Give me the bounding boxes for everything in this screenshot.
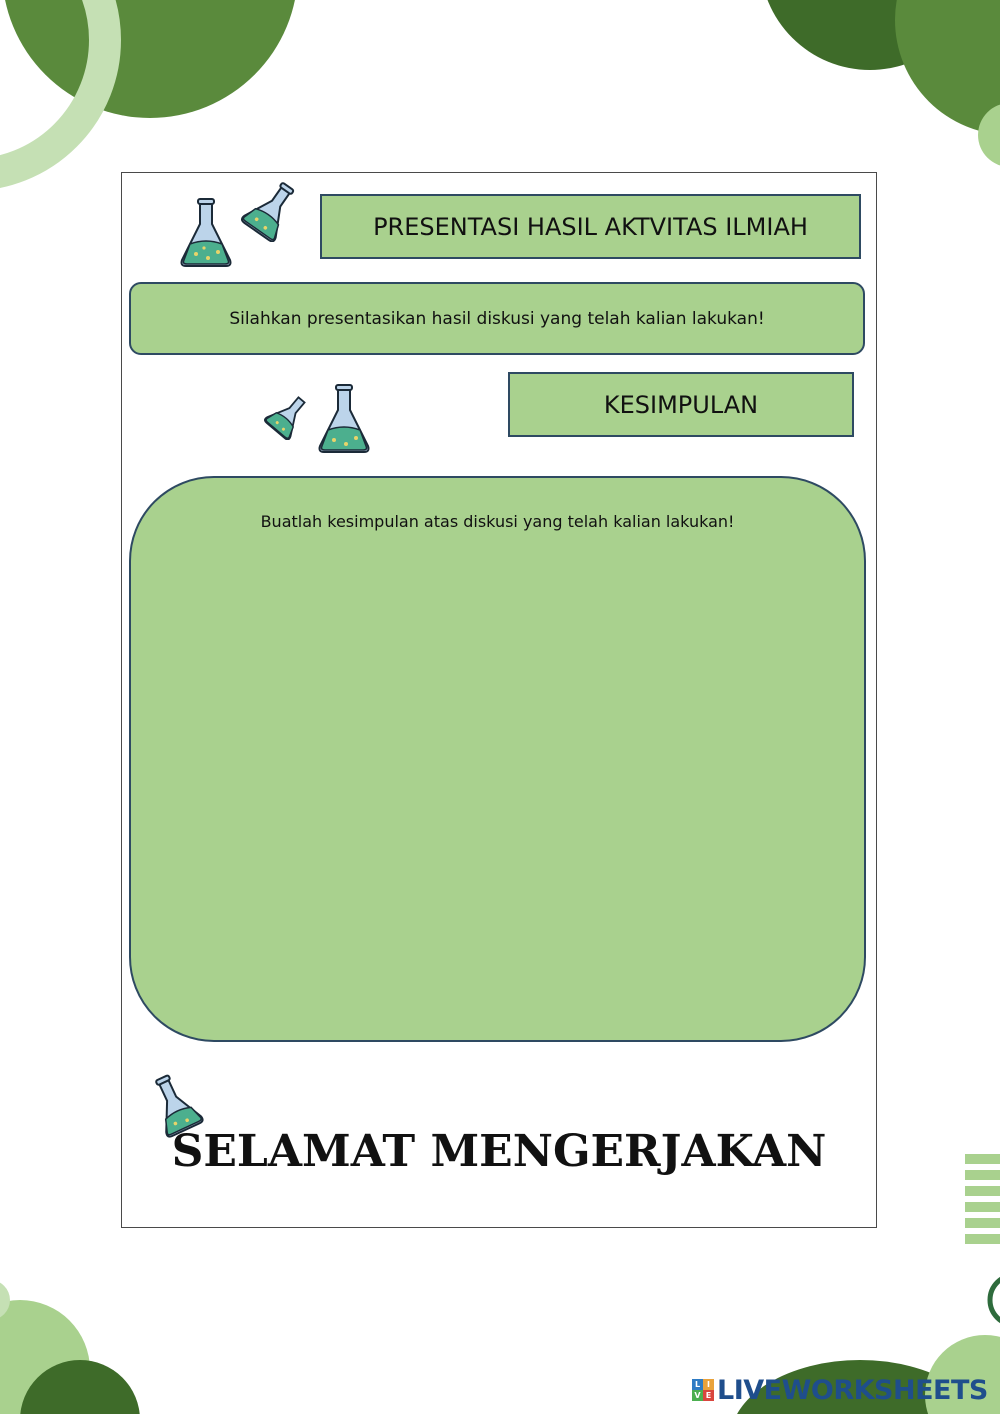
logo-letter-e: E [703,1390,714,1401]
conclusion-heading: KESIMPULAN [508,372,854,437]
conclusion-prompt: Buatlah kesimpulan atas diskusi yang telah kalian lakukan! [260,512,735,531]
flask-icon [264,392,312,440]
logo-letter-v: V [692,1390,703,1401]
flask-icon [178,198,234,270]
logo-letter-i: I [703,1379,714,1390]
activity-title: PRESENTASI HASIL AKTVITAS ILMIAH [320,194,861,259]
brand-name: LIVEWORKSHEETS [717,1374,988,1406]
closing-message: SELAMAT MENGERJAKAN [171,1126,827,1177]
liveworksheets-logo-icon [692,1379,714,1401]
presentation-instruction: Silahkan presentasikan hasil diskusi yang telah kalian lakukan! [129,282,865,355]
conclusion-answer-area[interactable] [129,476,866,1042]
liveworksheets-brand [692,1372,988,1408]
logo-letter-l: L [692,1379,703,1390]
flask-icon [240,180,302,242]
flask-icon [316,384,372,456]
